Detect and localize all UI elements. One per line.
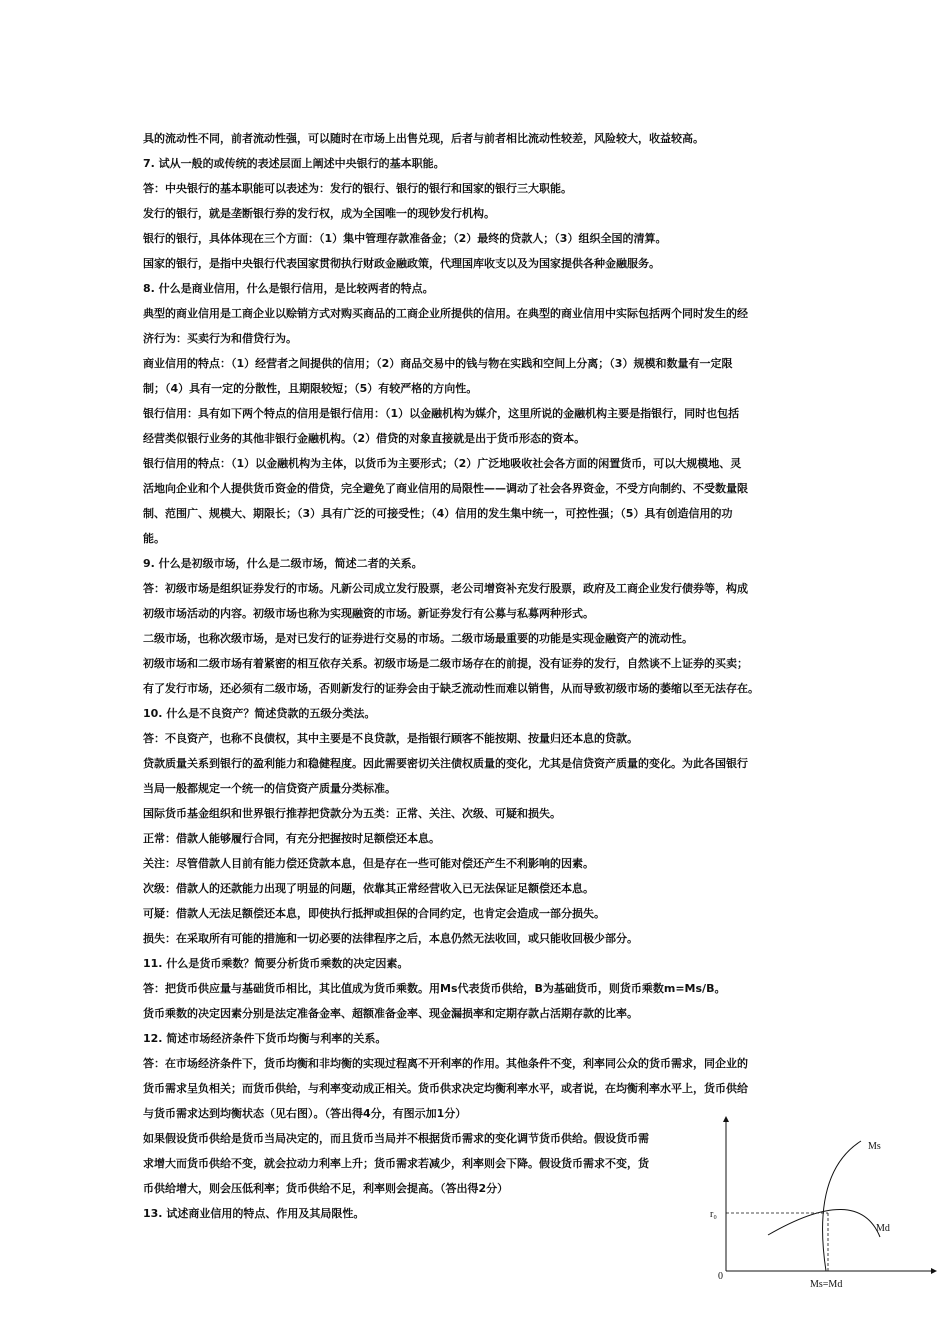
ms-curve	[823, 1141, 861, 1271]
text-line: 答：把货币供应量与基础货币相比，其比值成为货币乘数。用Ms代表货币供给，B为基础货币，则货币乘数m=Ms/B。	[143, 982, 726, 995]
text-line: 求增大而货币供给不变，就会拉动力利率上升；货币需求若减少，利率则会下降。假设货币需求不变，货	[143, 1157, 649, 1170]
md-curve	[768, 1209, 880, 1237]
text-line: 货币乘数的决定因素分别是法定准备金率、超额准备金率、现金漏损率和定期存款占活期存款的比率。	[143, 1007, 638, 1020]
question-heading: 8. 什么是商业信用，什么是银行信用，是比较两者的特点。	[143, 282, 434, 295]
text-line: 可疑：借款人无法足额偿还本息，即使执行抵押或担保的合同约定，也肯定会造成一部分损失。	[143, 907, 605, 920]
text-line: 有了发行市场，还必须有二级市场，否则新发行的证券会由于缺乏流动性而难以销售，从而导致初级市场的萎缩以至无法存在。	[143, 682, 759, 695]
question-heading: 10. 什么是不良资产？简述贷款的五级分类法。	[143, 707, 376, 720]
text-line: 损失：在采取所有可能的措施和一切必要的法律程序之后，本息仍然无法收回，或只能收回极少部分。	[143, 932, 638, 945]
text-line: 次级：借款人的还款能力出现了明显的问题，依靠其正常经营收入已无法保证足额偿还本息。	[143, 882, 594, 895]
r0-label: r₀	[710, 1209, 717, 1220]
text-line: 币供给增大，则会压低利率；货币供给不足，利率则会提高。（答出得2分）	[143, 1182, 509, 1195]
text-line: 答：不良资产，也称不良债权，其中主要是不良贷款，是指银行顾客不能按期、按量归还本息的贷款。	[143, 732, 638, 745]
question-heading: 9. 什么是初级市场，什么是二级市场，简述二者的关系。	[143, 557, 423, 570]
text-line: 初级市场和二级市场有着紧密的相互依存关系。初级市场是二级市场存在的前提，没有证券的发行，自然谈不上证券的买卖；	[143, 657, 748, 670]
text-line: 商业信用的特点：（1）经营者之间提供的信用；（2）商品交易中的钱与物在实践和空间上分离；（3）规模和数量有一定限	[143, 357, 733, 370]
text-line: 答：在市场经济条件下，货币均衡和非均衡的实现过程离不开利率的作用。其他条件不变，利率同公众的货币需求，同企业的	[143, 1057, 748, 1070]
text-line: 初级市场活动的内容。初级市场也称为实现融资的市场。新证券发行有公募与私募两种形式。	[143, 607, 594, 620]
text-line: 货币需求呈负相关；而货币供给，与利率变动成正相关。货币供求决定均衡利率水平，或者说，在均衡利率水平上，货币供给	[143, 1082, 748, 1095]
text-line: 济行为：买卖行为和借贷行为。	[143, 332, 297, 345]
text-line: 与货币需求达到均衡状态（见右图）。（答出得4分，有图示加1分）	[143, 1107, 467, 1120]
text-line: 贷款质量关系到银行的盈利能力和稳健程度。因此需要密切关注债权质量的变化，尤其是信贷资产质量的变化。为此各国银行	[143, 757, 748, 770]
text-line: 活地向企业和个人提供货币资金的借贷，完全避免了商业信用的局限性——调动了社会各界资金，不受方向制约、不受数量限	[143, 482, 748, 495]
question-heading: 12. 简述市场经济条件下货币均衡与利率的关系。	[143, 1032, 387, 1045]
text-line: 二级市场，也称次级市场，是对已发行的证券进行交易的市场。二级市场最重要的功能是实现金融资产的流动性。	[143, 632, 693, 645]
text-line: 答：中央银行的基本职能可以表述为：发行的银行、银行的银行和国家的银行三大职能。	[143, 182, 572, 195]
text-line: 典型的商业信用是工商企业以赊销方式对购买商品的工商企业所提供的信用。在典型的商业信用中实际包括两个同时发生的经	[143, 307, 748, 320]
text-line: 如果假设货币供给是货币当局决定的，而且货币当局并不根据货币需求的变化调节货币供给。假设货币需	[143, 1132, 649, 1145]
text-line: 制、范围广、规模大、期限长；（3）具有广泛的可接受性；（4）信用的发生集中统一，可控性强；（5）具有创造信用的功	[143, 507, 733, 520]
equilibrium-label: Ms=Md	[810, 1279, 843, 1290]
text-line: 经营类似银行业务的其他非银行金融机构。（2）借贷的对象直接就是出于货币形态的资本。	[143, 432, 586, 445]
text-line: 正常：借款人能够履行合同，有充分把握按时足额偿还本息。	[143, 832, 440, 845]
md-label: Md	[876, 1223, 890, 1234]
text-line: 答：初级市场是组织证券发行的市场。凡新公司成立发行股票，老公司增资补充发行股票，政府及工商企业发行债券等，构成	[143, 582, 748, 595]
text-line: 具的流动性不同，前者流动性强，可以随时在市场上出售兑现，后者与前者相比流动性较差，风险较大，收益较高。	[143, 132, 704, 145]
text-line: 国家的银行，是指中央银行代表国家贯彻执行财政金融政策，代理国库收支以及为国家提供各种金融服务。	[143, 257, 660, 270]
question-heading: 7. 试从一般的或传统的表述层面上阐述中央银行的基本职能。	[143, 157, 445, 170]
text-line: 国际货币基金组织和世界银行推荐把贷款分为五类：正常、关注、次级、可疑和损失。	[143, 807, 561, 820]
question-heading: 13. 试述商业信用的特点、作用及其局限性。	[143, 1207, 365, 1220]
text-line: 当局一般都规定一个统一的信贷资产质量分类标准。	[143, 782, 396, 795]
ms-label: Ms	[868, 1141, 881, 1152]
text-line: 银行信用：具有如下两个特点的信用是银行信用：（1）以金融机构为媒介，这里所说的金融机构主要是指银行，同时也包括	[143, 407, 740, 420]
document-body	[143, 126, 813, 1226]
text-line: 银行信用的特点：（1）以金融机构为主体，以货币为主要形式；（2）广泛地吸收社会各方面的闲置货币，可以大规模地、灵	[143, 457, 742, 470]
text-line: 发行的银行，就是垄断银行券的发行权，成为全国唯一的现钞发行机构。	[143, 207, 495, 220]
money-equilibrium-diagram	[698, 1113, 938, 1293]
question-heading: 11. 什么是货币乘数？简要分析货币乘数的决定因素。	[143, 957, 409, 970]
text-line: 关注：尽管借款人目前有能力偿还贷款本息，但是存在一些可能对偿还产生不利影响的因素。	[143, 857, 594, 870]
diagram-svg	[698, 1113, 938, 1293]
text-line: 银行的银行，具体体现在三个方面：（1）集中管理存款准备金；（2）最终的贷款人；（3）组织全国的清算。	[143, 232, 667, 245]
origin-label: 0	[718, 1271, 723, 1282]
text-line: 制；（4）具有一定的分散性，且期限较短；（5）有较严格的方向性。	[143, 382, 478, 395]
text-line: 能。	[143, 532, 165, 545]
